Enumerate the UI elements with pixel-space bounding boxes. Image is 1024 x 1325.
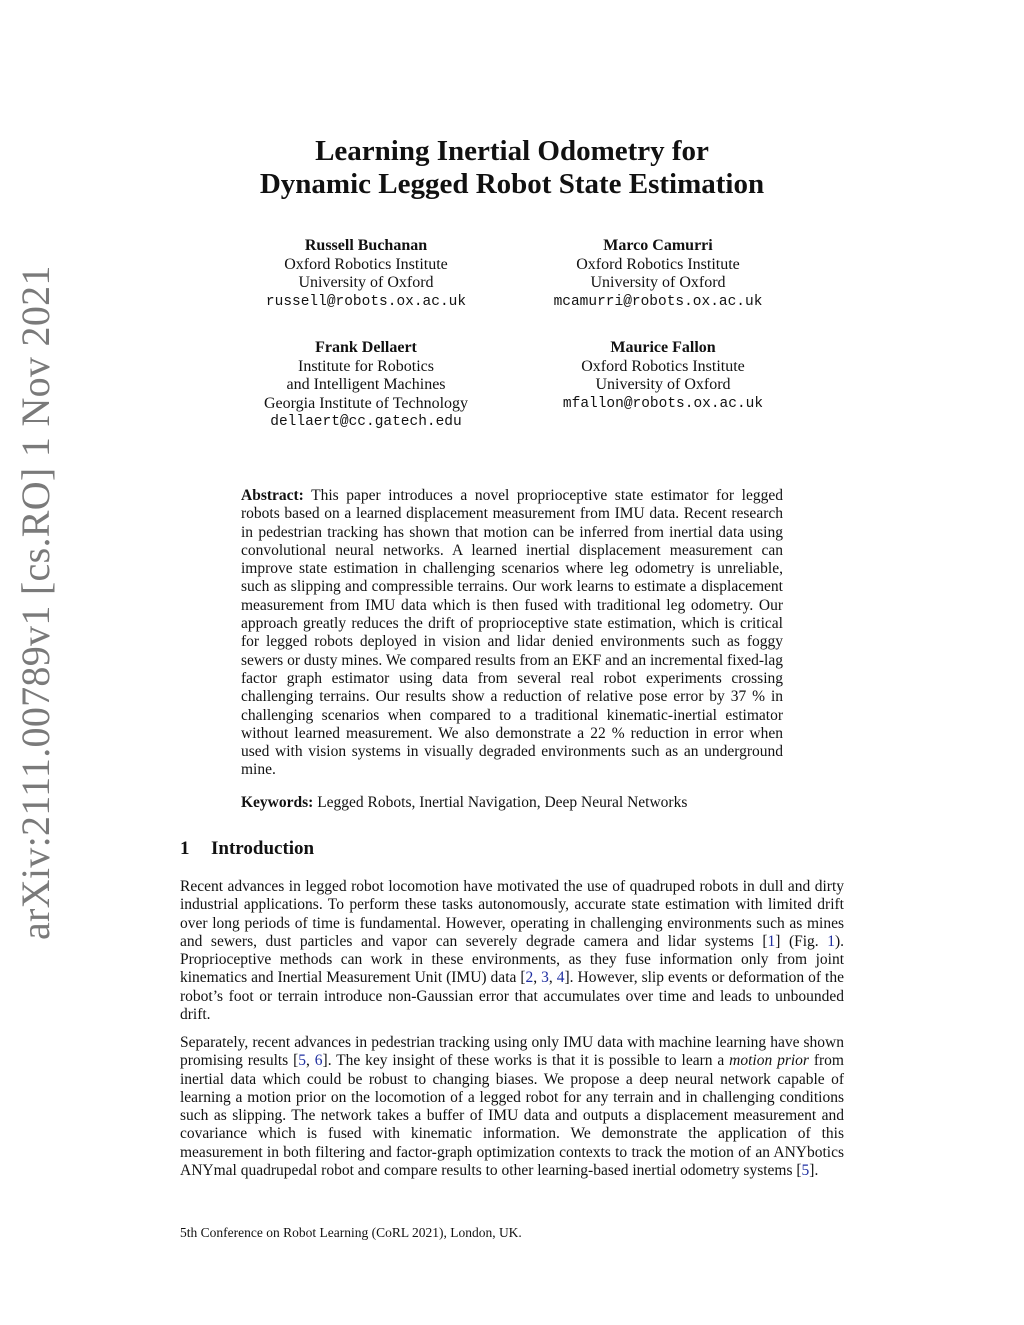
intro-paragraph-2 — [180, 1034, 844, 1180]
text-run: , — [548, 969, 557, 987]
author-affiliation: Oxford Robotics Institute — [581, 357, 745, 375]
author-affiliation: Georgia Institute of Technology — [263, 394, 469, 412]
text-run: ). Proprioceptive methods can work in these environments, as they fuse information only from joint kinematics and Inertial Measurement Unit (IMU) data [ — [180, 932, 844, 987]
citation-link[interactable]: 5 — [298, 1052, 307, 1070]
emphasis: motion prior — [729, 1052, 809, 1070]
author-affiliation: University of Oxford — [595, 376, 731, 393]
title-line-1: Learning Inertial Odometry for — [315, 135, 709, 167]
author-name: Frank Dellaert — [315, 339, 417, 356]
citation-link[interactable]: 5 — [801, 1162, 810, 1180]
author-block — [528, 237, 788, 311]
paper-title — [180, 135, 844, 201]
abstract-label: Abstract: — [241, 487, 304, 504]
author-affiliation: and Intelligent Machines — [286, 376, 446, 393]
author-affiliation: Oxford Robotics Institute — [576, 255, 740, 273]
author-block — [236, 339, 496, 432]
author-affiliation: University of Oxford — [298, 274, 434, 291]
citation-link[interactable]: 2 — [525, 969, 534, 987]
text-run: , — [533, 969, 542, 987]
keywords-label: Keywords: — [241, 794, 314, 811]
author-affiliation: Oxford Robotics Institute — [284, 255, 448, 273]
author-email: russell@robots.ox.ac.uk — [265, 293, 467, 310]
citation-link[interactable]: 1 — [767, 932, 776, 950]
figure-link[interactable]: 1 — [827, 932, 835, 950]
section-title: Introduction — [211, 838, 315, 859]
author-name: Maurice Fallon — [610, 339, 716, 356]
author-affiliation: Institute for Robotics — [298, 357, 434, 375]
text-run: Separately, recent advances in pedestrian tracking using only IMU data with machine learning have shown promising results [ — [180, 1034, 844, 1070]
author-email: dellaert@cc.gatech.edu — [270, 414, 462, 430]
author-name: Russell Buchanan — [304, 237, 428, 254]
arxiv-stamp: arXiv:2111.00789v1 [cs.RO] 1 Nov 2021 — [13, 265, 58, 940]
author-email: mfallon@robots.ox.ac.uk — [562, 395, 764, 412]
text-run: ] (Fig. — [775, 932, 828, 950]
keywords-text: Legged Robots, Inertial Navigation, Deep Neural Networks — [317, 794, 688, 811]
text-run: Recent advances in legged robot locomotion have motivated the use of quadruped robots in dull and dirty industrial applications. To perform these tasks autonomously, accurate state estimation with limited drift over long periods of time is fundamental. However, operating in challenging environments such as mines and sewers, dust particles and vapor can severely degrade camera and lidar systems [ — [180, 878, 844, 950]
intro-paragraph-1 — [180, 878, 844, 1024]
author-block — [236, 237, 496, 311]
author-affiliation: University of Oxford — [590, 274, 726, 291]
conference-footer: 5th Conference on Robot Learning (CoRL 2021), London, UK. — [180, 1225, 522, 1240]
citation-link[interactable]: 6 — [314, 1052, 323, 1070]
text-run: , — [306, 1052, 315, 1070]
text-run: ]. — [809, 1162, 819, 1180]
author-name: Marco Camurri — [603, 237, 713, 254]
text-run: from inertial data which could be robust to changing biases. We propose a deep neural network capable of learning a motion prior on the locomotion of a legged robot for any terrain and in challenging conditions such as slipping. The network takes a buffer of IMU data and outputs a displacement measurement and covariance which is fused with kinematic information. We demonstrate the application of this measurement in both filtering and factor-graph optimization contexts to track the motion of an ANYbotics ANYmal quadrupedal robot and compare results to other learning-based inertial odometry systems [ — [180, 1052, 844, 1180]
author-block — [533, 339, 793, 413]
abstract-text: This paper introduces a novel proprioceptive state estimator for legged robots based on a learned displacement measurement from IMU data. Recent research in pedestrian tracking has shown that motion can be inferred from inertial data using convolutional neural networks. A learned inertial displacement measurement can improve state estimation in challenging scenarios where leg odometry is unreliable, such as slipping and compressible terrains. Our work learns to estimate a displacement measurement from IMU data which is then fused with traditional leg odometry. Our approach greatly reduces the drift of proprioceptive state estimation, which is critical for legged robots deployed in vision and lidar denied environments such as foggy sewers or dusty mines. We compared results from an EKF and an incremental fixed-lag factor graph estimator using data from several real robot experiments crossing challenging terrains. Our results show a reduction of relative pose error by 37 % in challenging scenarios when compared to a traditional kinematic-inertial estimator without learned measurement. We also demonstrate a 22 % reduction in error when used with vision systems in visually degraded environments such as an underground mine. — [241, 487, 783, 779]
keywords — [241, 794, 783, 812]
author-email: mcamurri@robots.ox.ac.uk — [553, 293, 763, 310]
citation-link[interactable]: 4 — [556, 969, 565, 987]
citation-link[interactable]: 3 — [541, 969, 549, 987]
section-heading — [180, 837, 314, 861]
section-number: 1 — [180, 838, 190, 859]
abstract — [241, 487, 783, 780]
text-run: ]. The key insight of these works is that it is possible to learn a — [322, 1052, 730, 1070]
text-run: ]. However, slip events or deformation of the robot’s foot or terrain introduce non-Gaussian error that accumulates over time and leads to unbounded drift. — [180, 969, 844, 1024]
title-line-2: Dynamic Legged Robot State Estimation — [259, 168, 765, 200]
